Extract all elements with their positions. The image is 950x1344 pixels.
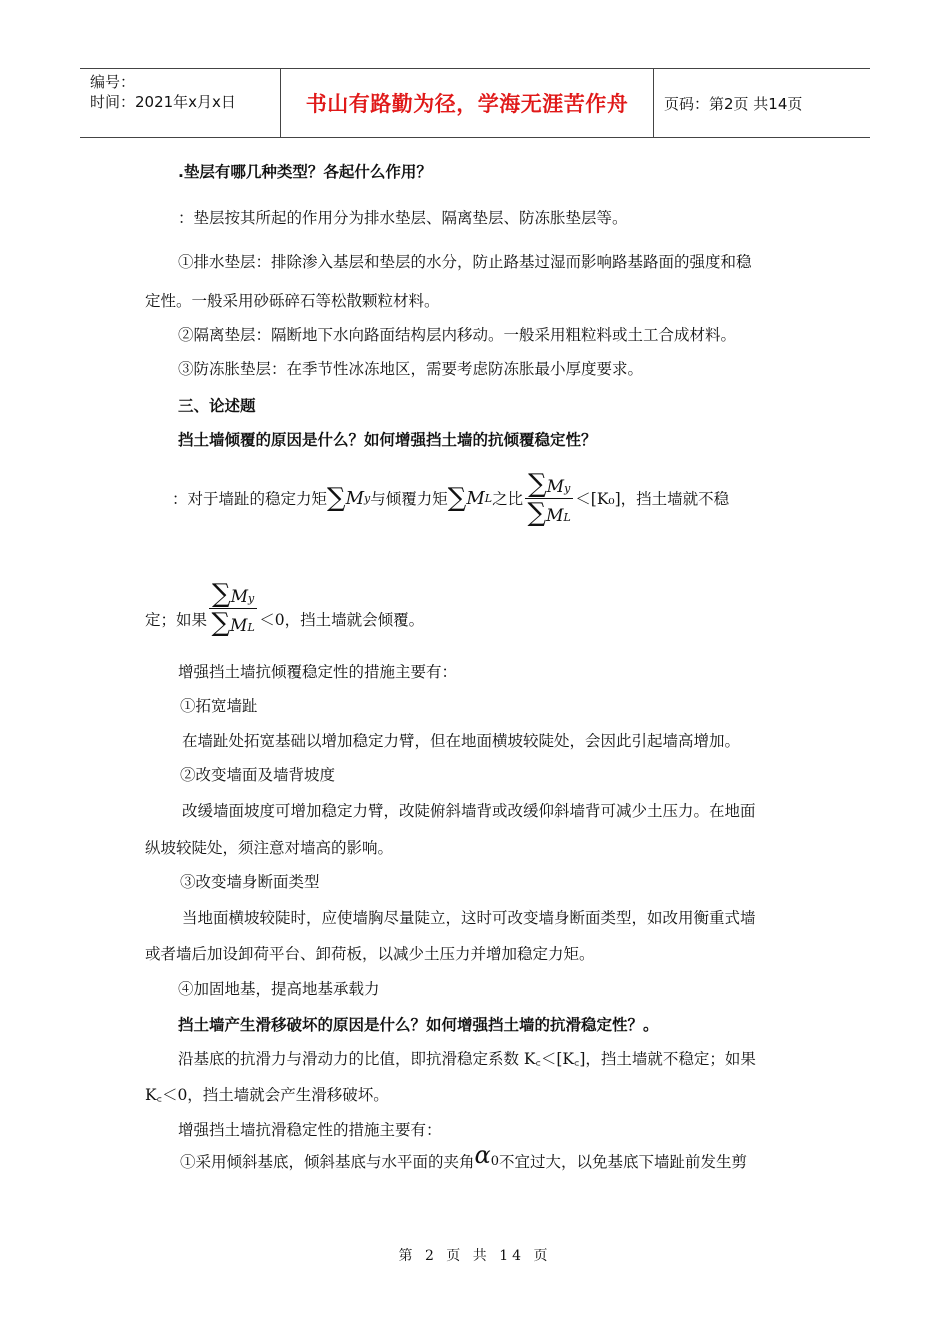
header-page-cell <box>654 69 870 137</box>
moment-symbol: M <box>466 487 485 509</box>
moment-symbol: M <box>546 476 565 497</box>
sigma-symbol: ∑ <box>527 497 547 528</box>
paragraph: 改缓墙面坡度可增加稳定力臂，改陡俯斜墙背或改缓仰斜墙背可减少土压力。在地面 <box>182 802 756 820</box>
question-3-title: 挡土墙产生滑移破坏的原因是什么？如何增强挡土墙的抗滑稳定性？。 <box>178 1016 659 1034</box>
page-header <box>80 68 870 138</box>
subscript: y <box>364 491 371 505</box>
moment-symbol: M <box>230 616 248 636</box>
paragraph: 定性。一般采用砂砾碎石等松散颗粒材料。 <box>145 292 440 310</box>
page-info: 页码：第2页 共14页 <box>664 94 803 113</box>
subscript: 0 <box>490 1154 500 1169</box>
moment-symbol: M <box>345 487 365 509</box>
formula-text: 之比 <box>492 490 524 508</box>
fraction <box>209 581 257 636</box>
formula-text: ①采用倾斜基底，倾斜基底与水平面的夹角 <box>180 1153 475 1171</box>
section-heading: 三、论述题 <box>178 397 256 415</box>
subscript: y <box>564 481 571 495</box>
alpha-symbol: α <box>474 1141 491 1169</box>
subscript: L <box>247 621 255 634</box>
paragraph: ③防冻胀垫层：在季节性冰冻地区，需要考虑防冻胀最小厚度要求。 <box>178 360 644 378</box>
list-item: ①拓宽墙趾 <box>180 697 258 715</box>
formula-line-1 <box>172 458 729 538</box>
paragraph: ①排水垫层：排除渗入基层和垫层的水分，防止路基过湿而影响路基路面的强度和稳 <box>178 253 752 271</box>
subscript: L <box>484 491 493 505</box>
formula-text: ＜[K₀]，挡土墙就不稳 <box>575 490 730 508</box>
formula-text: 与倾覆力矩 <box>370 490 448 508</box>
paragraph: 或者墙后加设卸荷平台、卸荷板，以减少土压力并增加稳定力矩。 <box>145 945 595 963</box>
subscript: L <box>563 510 571 524</box>
moment-symbol: M <box>230 587 248 607</box>
formula-line-2 <box>145 566 424 636</box>
number-label: 编号： <box>90 73 136 91</box>
measure-1-line <box>180 1141 748 1175</box>
paragraph: ②隔离垫层：隔断地下水向路面结构层内移动。一般采用粗粒料或土工合成材料。 <box>178 326 737 344</box>
formula-text: ：对于墙趾的稳定力矩 <box>172 490 328 508</box>
list-item: ②改变墙面及墙背坡度 <box>180 766 336 784</box>
question-2-title: 挡土墙倾覆的原因是什么？如何增强挡土墙的抗倾覆稳定性？ <box>178 431 597 449</box>
moment-symbol: M <box>546 505 564 526</box>
paragraph: 增强挡土墙抗倾覆稳定性的措施主要有： <box>178 663 458 681</box>
formula-text: 不宜过大，以免基底下墙趾前发生剪 <box>499 1153 748 1171</box>
formula-text: ＜0，挡土墙就会倾覆。 <box>259 611 425 629</box>
paragraph: K꜀＜0，挡土墙就会产生滑移破坏。 <box>145 1086 389 1104</box>
sigma-symbol: ∑ <box>211 608 231 638</box>
subscript: y <box>248 592 255 605</box>
time-label: 时间：2021年x月x日 <box>90 93 236 111</box>
question-1-title: .垫层有哪几种类型？各起什么作用？ <box>178 163 432 181</box>
sigma-symbol: ∑ <box>528 468 547 499</box>
page-footer: 第 2 页 共 14 页 <box>398 1248 552 1264</box>
list-item: ③改变墙身断面类型 <box>180 873 320 891</box>
paragraph: 增强挡土墙抗滑稳定性的措施主要有： <box>178 1121 442 1139</box>
paragraph: 沿基底的抗滑力与滑动力的比值，即抗滑稳定系数 K꜀＜[K꜀]，挡土墙就不稳定；如果 <box>178 1050 756 1068</box>
sigma-symbol: ∑ <box>447 483 467 513</box>
sigma-symbol: ∑ <box>212 579 231 609</box>
question-1-answer: ：垫层按其所起的作用分为排水垫层、隔离垫层、防冻胀垫层等。 <box>178 209 628 227</box>
motto: 书山有路勤为径，学海无涯苦作舟 <box>305 92 629 116</box>
list-item: ④加固地基，提高地基承载力 <box>178 980 380 998</box>
paragraph: 在墙趾处拓宽基础以增加稳定力臂，但在地面横坡较陡处，会因此引起墙高增加。 <box>182 732 741 750</box>
formula-text: 定；如果 <box>145 611 208 629</box>
header-motto-cell <box>281 69 654 137</box>
sigma-symbol: ∑ <box>327 483 346 513</box>
header-info-cell <box>80 69 281 137</box>
paragraph: 当地面横坡较陡时，应使墙胸尽量陡立，这时可改变墙身断面类型，如改用衡重式墙 <box>182 909 756 927</box>
fraction <box>525 468 573 528</box>
paragraph: 纵坡较陡处，须注意对墙高的影响。 <box>145 839 394 857</box>
